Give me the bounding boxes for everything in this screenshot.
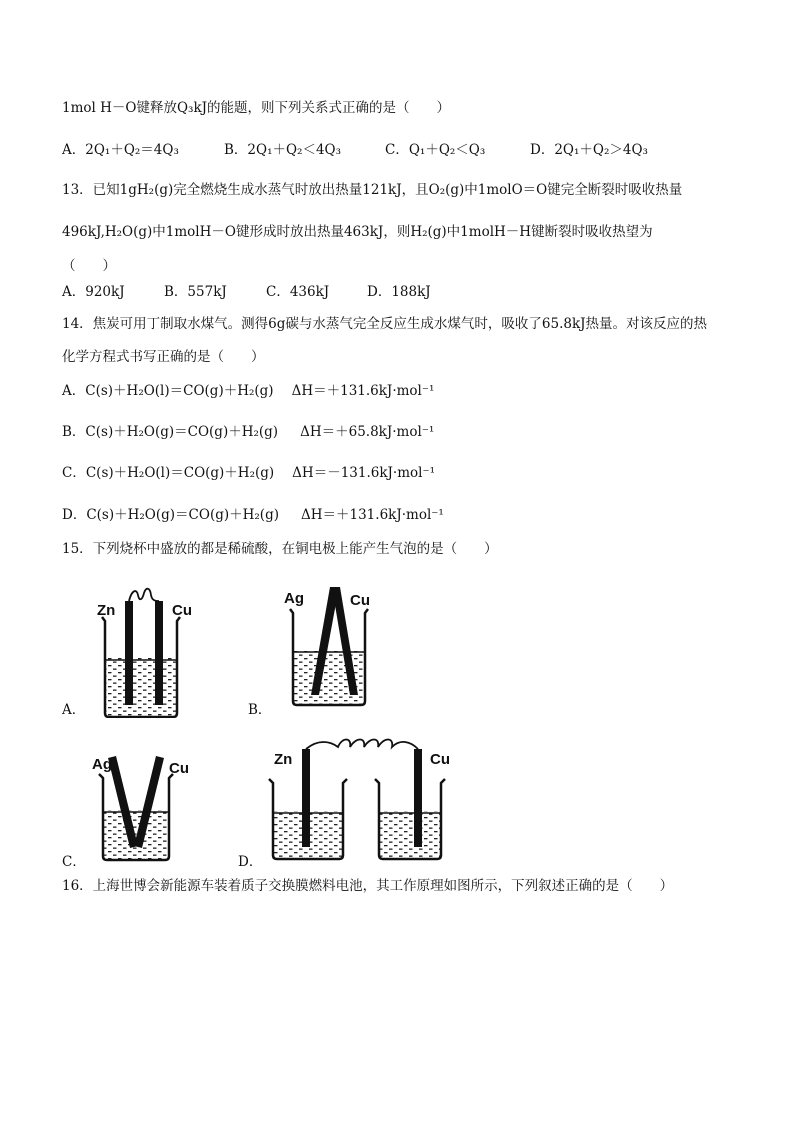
- q12-option-b[interactable]: B．2Q₁＋Q₂＜4Q₃: [224, 142, 342, 158]
- figure-label-d: D．: [238, 854, 263, 870]
- electrode-label-ag: Ag: [92, 756, 112, 773]
- q14-option-d[interactable]: D．C(s)＋H₂O(g)＝CO(g)＋H₂(g) ΔH＝＋131.6kJ·mol⁻¹: [62, 507, 444, 523]
- q13-option-d[interactable]: D．188kJ: [367, 284, 431, 300]
- q15-text-line1: 15．下列烧杯中盛放的都是稀硫酸，在铜电极上能产生气泡的是（ ）: [62, 541, 498, 557]
- q15-figure-b[interactable]: [248, 583, 398, 718]
- q15-figure-a[interactable]: [62, 583, 202, 718]
- electrode-label-cu: Cu: [350, 592, 370, 609]
- electrode-label-zn: Zn: [274, 751, 293, 768]
- q12-option-c[interactable]: C．Q₁＋Q₂＜Q₃: [385, 142, 486, 158]
- q14-option-b[interactable]: B．C(s)＋H₂O(g)＝CO(g)＋H₂(g) ΔH＝＋65.8kJ·mol⁻¹: [62, 424, 435, 440]
- q13-option-c[interactable]: C．436kJ: [266, 284, 330, 300]
- q13-text-line3: （ ）: [62, 258, 116, 274]
- q13-text-line2: 496kJ,H₂O(g)中1molH－O键形成时放出热量463kJ，则H₂(g)中1molH－H键断裂时吸收热望为: [62, 224, 653, 240]
- electrode-label-ag: Ag: [284, 590, 304, 607]
- q13-option-a[interactable]: A．920kJ: [62, 284, 125, 300]
- beaker-b-diagram: [248, 583, 398, 718]
- q14-option-a[interactable]: A．C(s)＋H₂O(l)＝CO(g)＋H₂(g) ΔH＝＋131.6kJ·mol⁻¹: [62, 383, 435, 399]
- figure-label-a: A．: [62, 702, 86, 718]
- q12-option-d[interactable]: D．2Q₁＋Q₂＞4Q₃: [530, 142, 648, 158]
- q13-option-b[interactable]: B．557kJ: [164, 284, 227, 300]
- electrode-label-cu: Cu: [169, 760, 189, 777]
- q15-figure-d[interactable]: [238, 735, 468, 873]
- q15-figure-c[interactable]: [62, 748, 202, 873]
- electrode-label-cu: Cu: [172, 602, 192, 619]
- q12-text-tail: 1mol H－O键释放Q₃kJ的能题，则下列关系式正确的是（ ）: [62, 100, 451, 116]
- electrode-label-zn: Zn: [97, 602, 116, 619]
- q13-text-line1: 13．已知1gH₂(g)完全燃烧生成水蒸气时放出热量121kJ，且O₂(g)中1molO＝O键完全断裂时吸收热量: [62, 182, 683, 198]
- q14-text-line1: 14．焦炭可用丁制取水煤气。测得6g碳与水蒸气完全反应生成水煤气时，吸收了65.8kJ热量。对该反应的热: [62, 316, 708, 332]
- q14-text-line2: 化学方程式书写正确的是（ ）: [62, 349, 265, 365]
- q12-option-a[interactable]: A．2Q₁＋Q₂＝4Q₃: [62, 142, 179, 158]
- figure-label-b: B．: [248, 702, 272, 718]
- q16-text-line1: 16．上海世博会新能源车装着质子交换膜燃料电池，其工作原理如图所示，下列叙述正确的是（ ）: [62, 878, 674, 894]
- q14-option-c[interactable]: C．C(s)＋H₂O(l)＝CO(g)＋H₂(g) ΔH＝－131.6kJ·mol⁻¹: [62, 465, 436, 481]
- figure-label-c: C．: [62, 854, 86, 870]
- electrode-label-cu: Cu: [430, 751, 450, 768]
